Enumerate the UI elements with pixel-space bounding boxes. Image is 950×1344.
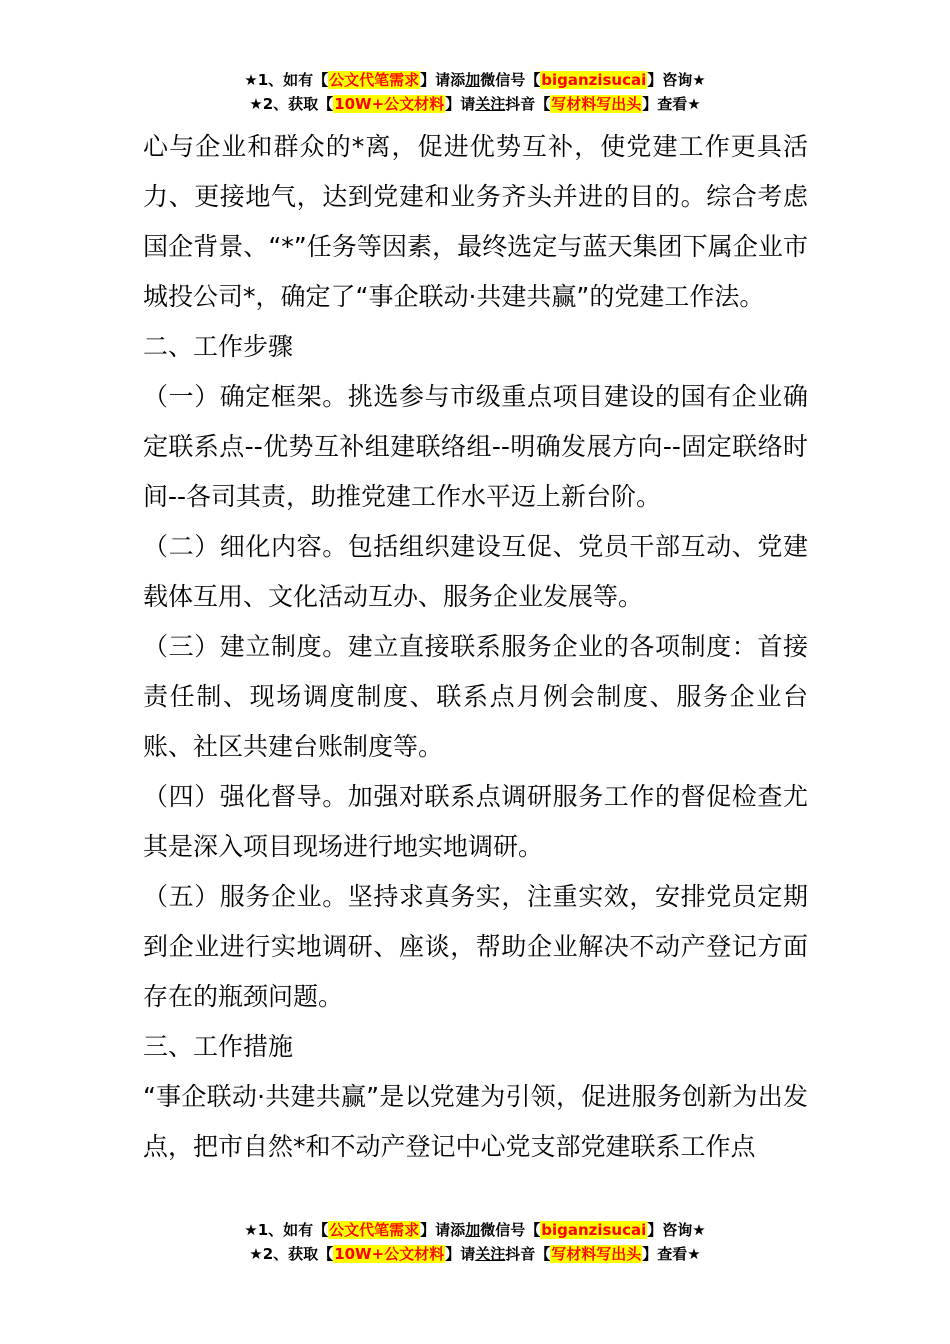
banner-text: 抖音【 [505, 1245, 551, 1263]
section-heading: 二、工作步骤 [143, 332, 294, 361]
banner-text: 】咨询★ [647, 1221, 706, 1239]
highlight-writing-service: 公文代笔需求 [329, 71, 420, 89]
section-heading: 三、工作措施 [143, 1032, 294, 1061]
paragraph: 心与企业和群众的*离，促进优势互补，使党建工作更具活力、更接地气，达到党建和业务齐头并进的目的。综合考虑国企背景、“*”任务等因素，最终选定与蓝天集团下属企业市城投公司*，确定了“事企联动·共建共赢”的党建工作法。 [143, 132, 808, 311]
paragraph: （四）强化督导。加强对联系点调研服务工作的督促检查尤其是深入项目现场进行地实地调研。 [143, 782, 808, 861]
banner-text: 】请添 [420, 1221, 466, 1239]
banner-text: 】查看★ [642, 95, 701, 113]
banner-text: ★2、获取【 [249, 95, 334, 113]
banner-text: ★2、获取【 [249, 1245, 334, 1263]
paragraph: （二）细化内容。包括组织建设互促、党员干部互动、党建载体互用、文化活动互办、服务企业发展等。 [143, 532, 808, 611]
highlight-wechat-id: biganzisucai [541, 1221, 647, 1239]
banner-line-2 [0, 92, 950, 116]
banner-text: 关注 [475, 1245, 506, 1263]
paragraph: “事企联动·共建共赢”是以党建为引领，促进服务创新为出发点，把市自然*和不动产登记中心党支部党建联系工作点 [143, 1082, 808, 1161]
banner-text: 抖音【 [505, 95, 551, 113]
banner-text: 】请 [445, 1245, 476, 1263]
highlight-materials: 10W+公文材料 [334, 1245, 445, 1263]
banner-text: 】查看★ [642, 1245, 701, 1263]
footer-banner [0, 1218, 950, 1266]
paragraph: （五）服务企业。坚持求真务实，注重实效，安排党员定期到企业进行实地调研、座谈，帮助企业解决不动产登记方面存在的瓶颈问题。 [143, 882, 808, 1011]
banner-text: 关注 [475, 95, 506, 113]
banner-text: ★1、如有【 [244, 1221, 329, 1239]
banner-text: 】请添 [420, 71, 466, 89]
banner-text: 】请 [445, 95, 476, 113]
banner-text: 】咨询★ [647, 71, 706, 89]
highlight-douyin-account: 写材料写出头 [551, 95, 642, 113]
highlight-writing-service: 公文代笔需求 [329, 1221, 420, 1239]
highlight-douyin-account: 写材料写出头 [551, 1245, 642, 1263]
banner-line-2 [0, 1242, 950, 1266]
banner-line-1 [0, 1218, 950, 1242]
banner-text: 加 [465, 71, 481, 89]
highlight-materials: 10W+公文材料 [334, 95, 445, 113]
paragraph: （三）建立制度。建立直接联系服务企业的各项制度：首接责任制、现场调度制度、联系点月例会制度、服务企业台账、社区共建台账制度等。 [143, 632, 808, 761]
banner-text: ★1、如有【 [244, 71, 329, 89]
document-body [143, 122, 808, 1172]
banner-line-1 [0, 68, 950, 92]
highlight-wechat-id: biganzisucai [541, 71, 647, 89]
banner-text: 微信号【 [480, 71, 541, 89]
header-banner [0, 68, 950, 116]
paragraph: （一）确定框架。挑选参与市级重点项目建设的国有企业确定联系点--优势互补组建联络组--明确发展方向--固定联络时间--各司其责，助推党建工作水平迈上新台阶。 [143, 382, 808, 511]
banner-text: 微信号【 [480, 1221, 541, 1239]
banner-text: 加 [465, 1221, 481, 1239]
